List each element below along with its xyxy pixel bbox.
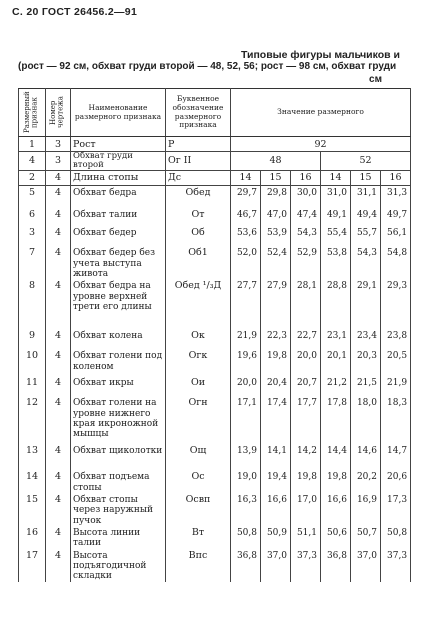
cell-symbol: Oк xyxy=(166,329,231,349)
cell-value: 20,7 xyxy=(291,376,321,396)
cell-value: 29,1 xyxy=(351,279,381,329)
cell-value: 14,6 xyxy=(351,444,381,470)
cell-value: 14,4 xyxy=(321,444,351,470)
cell-symbol: Oщ xyxy=(166,444,231,470)
cell-value: 19,8 xyxy=(261,349,291,376)
cell-value: 20,6 xyxy=(381,470,411,493)
cell-feature-name: Высота подъягодичной складки xyxy=(71,549,166,582)
table-row xyxy=(19,226,411,246)
cell-value: 17,1 xyxy=(231,396,261,444)
cell-value: 20,0 xyxy=(291,349,321,376)
cell-drawing-number: 4 xyxy=(46,444,71,470)
table-row xyxy=(19,349,411,376)
cell-feature-name: Обхват талии xyxy=(71,208,166,226)
cell-feature-number: 17 xyxy=(19,549,46,582)
param-row-foot-length: 2 4 Длина стопы Дс 14 15 16 14 15 16 xyxy=(19,170,411,185)
cell-value: 20,3 xyxy=(351,349,381,376)
table-row xyxy=(19,329,411,349)
cell-feature-name: Обхват голени на уровне нижнего края икроножной мышцы xyxy=(71,396,166,444)
table-row xyxy=(19,279,411,329)
cell-symbol: Oс xyxy=(166,470,231,493)
table-row xyxy=(19,208,411,226)
cell-drawing-number: 4 xyxy=(46,549,71,582)
cell-value: 50,7 xyxy=(351,526,381,549)
header-feature-name: Наименование размерного признака xyxy=(71,89,166,137)
cell-symbol: Oгк xyxy=(166,349,231,376)
cell-value: 50,9 xyxy=(261,526,291,549)
table-row xyxy=(19,246,411,279)
cell-value: 19,4 xyxy=(261,470,291,493)
cell-value: 29,8 xyxy=(261,185,291,208)
cell-value: 23,8 xyxy=(381,329,411,349)
cell-feature-name: Обхват подъема стопы xyxy=(71,470,166,493)
cell-value: 19,6 xyxy=(231,349,261,376)
cell-feature-number: 5 xyxy=(19,185,46,208)
cell-value: 56,1 xyxy=(381,226,411,246)
cell-value: 29,7 xyxy=(231,185,261,208)
cell-value: 20,4 xyxy=(261,376,291,396)
cell-value: 31,0 xyxy=(321,185,351,208)
cell-value: 36,8 xyxy=(321,549,351,582)
cell-value: 31,3 xyxy=(381,185,411,208)
table-row xyxy=(19,444,411,470)
cell-value: 52,0 xyxy=(231,246,261,279)
cell-feature-name: Обхват голени под коленом xyxy=(71,349,166,376)
cell-feature-number: 12 xyxy=(19,396,46,444)
cell-value: 20,0 xyxy=(231,376,261,396)
table-caption-line3: см xyxy=(369,74,382,85)
cell-feature-number: 11 xyxy=(19,376,46,396)
cell-value: 49,7 xyxy=(381,208,411,226)
cell-value: 46,7 xyxy=(231,208,261,226)
cell-value: 23,1 xyxy=(321,329,351,349)
cell-drawing-number: 4 xyxy=(46,208,71,226)
table-caption-line2: (рост — 92 см, обхват груди второй — 48, 52, 56; рост — 98 см, обхват груди xyxy=(18,61,397,72)
cell-value: 54,3 xyxy=(291,226,321,246)
cell-drawing-number: 4 xyxy=(46,493,71,526)
cell-value: 29,3 xyxy=(381,279,411,329)
cell-value: 28,1 xyxy=(291,279,321,329)
cell-feature-name: Высота линии талии xyxy=(71,526,166,549)
cell-symbol: Oбед xyxy=(166,185,231,208)
cell-symbol: Oбед ¹/₃Д xyxy=(166,279,231,329)
cell-value: 52,9 xyxy=(291,246,321,279)
cell-value: 50,8 xyxy=(231,526,261,549)
cell-value: 37,0 xyxy=(351,549,381,582)
cell-value: 22,7 xyxy=(291,329,321,349)
cell-value: 27,9 xyxy=(261,279,291,329)
cell-value: 55,7 xyxy=(351,226,381,246)
header-drawing-number: Номер чертежа xyxy=(46,89,71,137)
cell-drawing-number: 4 xyxy=(46,246,71,279)
cell-feature-number: 16 xyxy=(19,526,46,549)
cell-value: 20,2 xyxy=(351,470,381,493)
cell-value: 51,1 xyxy=(291,526,321,549)
cell-value: 55,4 xyxy=(321,226,351,246)
cell-symbol: Oгн xyxy=(166,396,231,444)
cell-value: 37,0 xyxy=(261,549,291,582)
param-row-chest: 4 3 Обхват груди второй Oг II 48 52 xyxy=(19,152,411,171)
cell-value: 16,9 xyxy=(351,493,381,526)
cell-drawing-number: 4 xyxy=(46,226,71,246)
cell-value: 37,3 xyxy=(381,549,411,582)
cell-value: 22,3 xyxy=(261,329,291,349)
cell-value: 19,8 xyxy=(321,470,351,493)
cell-value: 54,3 xyxy=(351,246,381,279)
cell-value: 21,9 xyxy=(231,329,261,349)
cell-feature-name: Обхват бедра на уровне верхней трети его длины xyxy=(71,279,166,329)
cell-value: 53,9 xyxy=(261,226,291,246)
cell-value: 49,4 xyxy=(351,208,381,226)
cell-value: 37,3 xyxy=(291,549,321,582)
cell-feature-name: Обхват бедер xyxy=(71,226,166,246)
cell-symbol: Oсвп xyxy=(166,493,231,526)
cell-value: 16,3 xyxy=(231,493,261,526)
page-header: С. 20 ГОСТ 26456.2—91 xyxy=(12,6,138,18)
cell-drawing-number: 4 xyxy=(46,470,71,493)
cell-feature-number: 3 xyxy=(19,226,46,246)
cell-symbol: Oи xyxy=(166,376,231,396)
cell-value: 47,0 xyxy=(261,208,291,226)
cell-drawing-number: 4 xyxy=(46,396,71,444)
cell-feature-name: Обхват икры xyxy=(71,376,166,396)
cell-value: 31,1 xyxy=(351,185,381,208)
cell-value: 20,1 xyxy=(321,349,351,376)
table-row xyxy=(19,526,411,549)
cell-value: 18,0 xyxy=(351,396,381,444)
cell-feature-name: Обхват стопы через наружный пучок xyxy=(71,493,166,526)
cell-symbol: Bпс xyxy=(166,549,231,582)
cell-value: 20,5 xyxy=(381,349,411,376)
cell-symbol: Bт xyxy=(166,526,231,549)
header-value: Значение размерного xyxy=(231,89,411,137)
cell-drawing-number: 4 xyxy=(46,349,71,376)
cell-value: 14,2 xyxy=(291,444,321,470)
cell-drawing-number: 4 xyxy=(46,329,71,349)
cell-feature-name: Обхват колена xyxy=(71,329,166,349)
cell-value: 19,0 xyxy=(231,470,261,493)
table-caption-line1: Типовые фигуры мальчиков и xyxy=(241,49,400,61)
cell-feature-name: Обхват бедер без учета выступа живота xyxy=(71,246,166,279)
cell-value: 19,8 xyxy=(291,470,321,493)
cell-value: 14,1 xyxy=(261,444,291,470)
cell-feature-number: 8 xyxy=(19,279,46,329)
cell-drawing-number: 4 xyxy=(46,279,71,329)
cell-value: 17,3 xyxy=(381,493,411,526)
cell-value: 14,7 xyxy=(381,444,411,470)
table-row xyxy=(19,396,411,444)
cell-value: 23,4 xyxy=(351,329,381,349)
cell-value: 49,1 xyxy=(321,208,351,226)
table-row xyxy=(19,185,411,208)
cell-value: 21,5 xyxy=(351,376,381,396)
cell-drawing-number: 4 xyxy=(46,376,71,396)
table-header-row xyxy=(19,89,411,137)
table-row xyxy=(19,493,411,526)
cell-value: 21,9 xyxy=(381,376,411,396)
cell-value: 54,8 xyxy=(381,246,411,279)
cell-value: 53,8 xyxy=(321,246,351,279)
cell-feature-number: 15 xyxy=(19,493,46,526)
cell-feature-number: 13 xyxy=(19,444,46,470)
cell-value: 28,8 xyxy=(321,279,351,329)
cell-feature-name: Обхват щиколотки xyxy=(71,444,166,470)
measurements-table xyxy=(18,88,411,582)
cell-feature-number: 7 xyxy=(19,246,46,279)
cell-value: 18,3 xyxy=(381,396,411,444)
cell-value: 17,7 xyxy=(291,396,321,444)
cell-feature-name: Обхват бедра xyxy=(71,185,166,208)
cell-feature-number: 6 xyxy=(19,208,46,226)
cell-value: 53,6 xyxy=(231,226,261,246)
cell-symbol: Oб1 xyxy=(166,246,231,279)
cell-value: 17,0 xyxy=(291,493,321,526)
cell-feature-number: 9 xyxy=(19,329,46,349)
cell-value: 27,7 xyxy=(231,279,261,329)
cell-value: 21,2 xyxy=(321,376,351,396)
cell-feature-number: 14 xyxy=(19,470,46,493)
header-size-feature: Размерный признак xyxy=(19,89,46,137)
table-row xyxy=(19,470,411,493)
cell-value: 50,8 xyxy=(381,526,411,549)
cell-feature-number: 10 xyxy=(19,349,46,376)
cell-value: 16,6 xyxy=(261,493,291,526)
cell-value: 30,0 xyxy=(291,185,321,208)
cell-value: 17,8 xyxy=(321,396,351,444)
cell-value: 17,4 xyxy=(261,396,291,444)
cell-value: 36,8 xyxy=(231,549,261,582)
cell-symbol: Oт xyxy=(166,208,231,226)
cell-symbol: Oб xyxy=(166,226,231,246)
header-letter-symbol: Буквенное обозначение размерного признака xyxy=(166,89,231,137)
cell-value: 47,4 xyxy=(291,208,321,226)
cell-value: 52,4 xyxy=(261,246,291,279)
param-row-height: 1 3 Рост P 92 xyxy=(19,137,411,152)
table-row xyxy=(19,549,411,582)
cell-drawing-number: 4 xyxy=(46,526,71,549)
cell-value: 50,6 xyxy=(321,526,351,549)
cell-drawing-number: 4 xyxy=(46,185,71,208)
table-row xyxy=(19,376,411,396)
cell-value: 16,6 xyxy=(321,493,351,526)
cell-value: 13,9 xyxy=(231,444,261,470)
